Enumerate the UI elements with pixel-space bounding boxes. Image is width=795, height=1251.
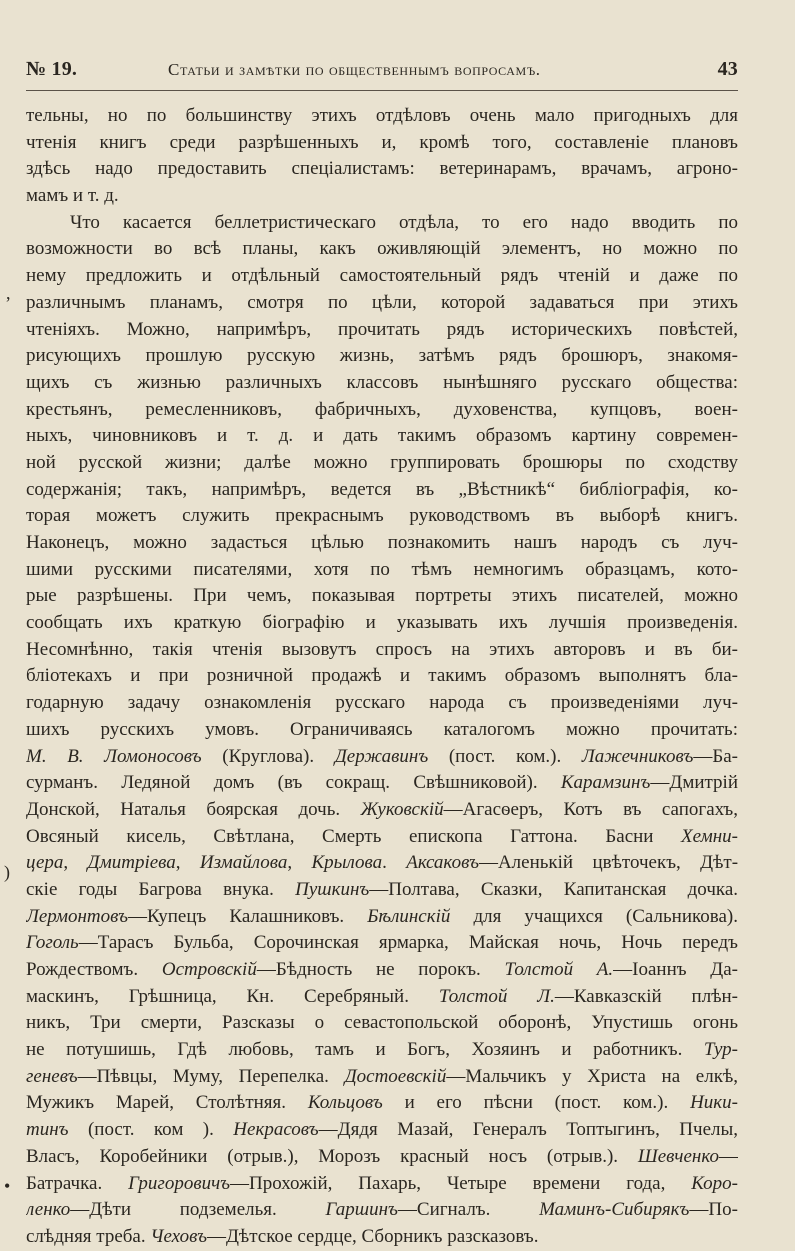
text-run: мамъ и т. д.: [26, 185, 119, 207]
text-line: [26, 1117, 738, 1144]
text-run: —Іоаннъ Да-: [613, 959, 738, 980]
author-name: Бѣлинскій: [367, 905, 451, 927]
text-line: [26, 423, 738, 450]
author-name: Гаршинъ: [325, 1199, 398, 1221]
text-run: рые разрѣшены. При чемъ, показывая портреты этихъ писателей, можно: [26, 585, 738, 607]
author-name: Хемни-: [681, 825, 738, 847]
text-run: различнымъ планамъ, смотря по цѣли, которой задаваться при этихъ: [26, 291, 738, 313]
text-run: —Купецъ Калашниковъ.: [128, 905, 368, 927]
text-run: —Тарасъ Бульба, Сорочинская ярмарка, Майская ночь, Ночь передъ: [78, 932, 738, 954]
author-name: Дмитріева: [87, 852, 176, 874]
text-run: Донской, Наталья боярская дочь.: [26, 798, 361, 820]
author-name: Жуковскій: [360, 798, 444, 820]
text-line: [26, 450, 738, 477]
text-run: чтеніяхъ. Можно, напримѣръ, прочитать рядъ историческихъ повѣстей,: [26, 318, 738, 340]
text-run: маскинъ, Грѣшница, Кн. Серебряный.: [26, 985, 439, 1007]
text-run: ,: [63, 852, 88, 874]
text-line: [26, 130, 738, 157]
text-line: [26, 263, 738, 290]
text-line: [26, 477, 738, 504]
text-line: [26, 317, 738, 344]
text-run: никъ, Три смерти, Разсказы о севастопольской оборонѣ, Упустишь огонь: [26, 1012, 738, 1034]
text-run: —Агасѳеръ, Котъ въ сапогахъ,: [443, 798, 738, 820]
author-name: Достоевскій: [344, 1065, 447, 1087]
text-run: и его пѣсни (пост. ком.).: [382, 1092, 691, 1114]
body-text: [26, 103, 738, 1251]
author-name: Крылова: [311, 852, 383, 874]
text-line: [26, 183, 738, 210]
text-line: [26, 1197, 738, 1224]
text-run: —Ба-: [693, 745, 738, 767]
text-run: чтенія книгъ среди разрѣшенныхъ и, кромѣ того, составленіе плановъ: [26, 131, 738, 153]
author-name: тинъ: [26, 1119, 69, 1141]
text-run: —Дѣтское сердце, Сборникъ разсказовъ.: [206, 1225, 539, 1247]
text-line: [26, 1064, 738, 1091]
text-run: тельны, но по большинству этихъ отдѣловъ очень мало пригодныхъ для: [26, 105, 738, 126]
text-run: нему предложить и отдѣльный самостоятельный рядъ чтеній и даже по: [26, 265, 738, 287]
text-line: [26, 530, 738, 557]
text-run: Что касается беллетристическаго отдѣла, то его надо вводить по: [70, 211, 738, 233]
author-name: Кольцовъ: [307, 1092, 383, 1114]
text-run: содержанія; такъ, напримѣръ, ведется въ „Вѣстникѣ“ библіографія, ко-: [26, 478, 738, 500]
author-name: Коро-: [691, 1172, 738, 1194]
text-run: Мужикъ Марей, Столѣтняя.: [26, 1092, 308, 1114]
author-name: Григоровичъ: [128, 1172, 231, 1194]
author-name: Шевченко: [637, 1145, 719, 1167]
text-line: [26, 1010, 738, 1037]
text-line: [26, 1224, 738, 1251]
text-run: возможности во всѣ планы, какъ оживляющій элементъ, но можно по: [26, 238, 738, 260]
text-run: (пост. ком.).: [428, 745, 582, 767]
text-run: бліотекахъ и при розничной продажѣ и такимъ образомъ выполнятъ бла-: [26, 665, 738, 687]
author-name: Ники-: [690, 1092, 738, 1114]
text-line: [26, 397, 738, 424]
text-line: [26, 1090, 738, 1117]
author-name: Пушкинъ: [295, 878, 370, 900]
text-line: [26, 610, 738, 637]
text-run: сурманъ. Ледяной домъ (въ сокращ. Свѣшниковой).: [26, 772, 561, 794]
section-title: Статьи и замѣтки по общественнымъ вопросамъ.: [168, 60, 541, 79]
text-run: (пост. ком ).: [68, 1119, 234, 1141]
author-name: Измайлова: [199, 852, 288, 874]
text-line: [26, 103, 738, 130]
text-line: [26, 824, 738, 851]
author-name: Гоголь: [26, 932, 79, 954]
text-run: Власъ, Коробейники (отрыв.), Морозъ красный носъ (отрыв.).: [26, 1145, 638, 1167]
text-run: Овсяный кисель, Свѣтлана, Смерть епископа Гаттона. Басни: [26, 825, 682, 847]
text-run: —Кавказскій плѣн-: [554, 985, 738, 1007]
text-run: —Сигналъ.: [397, 1199, 540, 1221]
text-run: годарную задачу ознакомленія русскаго народа съ произведеніями луч-: [26, 692, 738, 714]
text-run: Несомнѣнно, такія чтенія вызовутъ спросъ на этихъ авторовъ и въ би-: [26, 638, 738, 660]
text-line: [26, 1144, 738, 1171]
text-line: [26, 744, 738, 771]
text-run: Батрачка.: [26, 1172, 129, 1194]
text-line: [26, 210, 738, 237]
running-header: [26, 58, 738, 86]
text-run: —Прохожій, Пахарь, Четыре времени года,: [230, 1172, 692, 1194]
header-rule: [26, 90, 738, 91]
author-name: Толстой А.: [504, 959, 614, 980]
text-run: (Круглова).: [201, 745, 335, 767]
text-run: —Бѣдность не порокъ.: [256, 959, 505, 980]
text-run: скіе годы Багрова внука.: [26, 878, 296, 900]
margin-dot-mark: •: [4, 1176, 11, 1196]
text-run: —По-: [689, 1199, 738, 1221]
text-line: [26, 663, 738, 690]
text-run: не потушишь, Гдѣ любовь, тамъ и Богъ, Хозяинъ и работникъ.: [26, 1039, 704, 1061]
author-name: Некрасовъ: [233, 1119, 319, 1141]
text-run: —Дядя Мазай, Генералъ Топтыгинъ, Пчелы,: [318, 1119, 738, 1141]
text-line: [26, 770, 738, 797]
author-name: Чеховъ: [150, 1225, 207, 1247]
text-run: щихъ съ жизнью различныхъ классовъ нынѣшняго русскаго общества:: [26, 371, 738, 393]
text-run: рисующихъ прошлую русскую жизнь, затѣмъ рядъ брошюръ, знакомя-: [26, 345, 738, 367]
text-line: [26, 904, 738, 931]
text-run: шихъ русскихъ умовъ. Ограничиваясь каталогомъ можно прочитать:: [26, 718, 738, 740]
text-line: [26, 156, 738, 183]
text-run: —Аленькій цвѣточекъ, Дѣт-: [478, 852, 738, 874]
text-line: [26, 370, 738, 397]
text-line: [26, 930, 738, 957]
text-run: для учащихся (Сальникова).: [450, 905, 738, 927]
text-run: слѣдняя треба.: [26, 1225, 151, 1247]
text-line: [26, 690, 738, 717]
author-name: Островскій: [161, 959, 257, 980]
author-name: Лажечниковъ: [581, 745, 694, 767]
issue-number: № 19.: [26, 58, 78, 80]
text-line: [26, 877, 738, 904]
text-run: крестьянъ, ремесленниковъ, фабричныхъ, духовенства, купцовъ, воен-: [26, 398, 738, 420]
text-run: ной русской жизни; далѣе можно группировать брошюры по сходству: [26, 451, 738, 473]
text-line: [26, 236, 738, 263]
text-line: [26, 797, 738, 824]
text-line: [26, 290, 738, 317]
text-line: [26, 717, 738, 744]
author-name: Лермонтовъ: [26, 905, 128, 927]
text-line: [26, 637, 738, 664]
text-line: [26, 984, 738, 1011]
text-line: [26, 557, 738, 584]
text-run: ныхъ, чиновниковъ и т. д. и дать такимъ образомъ картину современ-: [26, 425, 738, 447]
text-run: сообщать ихъ краткую біографію и указывать ихъ лучшія произведенія.: [26, 612, 738, 634]
text-run: шими русскими писателями, хотя по тѣмъ немногимъ образцамъ, кото-: [26, 558, 738, 580]
author-name: Маминъ-Сибирякъ: [539, 1199, 690, 1221]
text-run: —: [719, 1145, 738, 1167]
text-run: —Дѣти подземелья.: [70, 1199, 326, 1221]
page-number: 43: [717, 58, 738, 80]
text-run: ,: [175, 852, 200, 874]
author-name: цера: [26, 852, 64, 874]
margin-bracket-mark: ): [4, 862, 10, 882]
author-name: Карамзинъ: [560, 772, 651, 794]
author-name: Толстой Л.: [438, 985, 555, 1007]
text-run: .: [382, 852, 407, 874]
text-line: [26, 1037, 738, 1064]
text-line: [26, 503, 738, 530]
text-run: —Пѣвцы, Муму, Перепелка.: [77, 1065, 345, 1087]
text-run: —Мальчикъ у Христа на елкѣ,: [446, 1065, 738, 1087]
text-run: Наконецъ, можно задасться цѣлью познакомить нашъ народъ съ луч-: [26, 532, 738, 553]
author-name: Аксаковъ: [406, 852, 479, 874]
text-line: [26, 850, 738, 877]
text-run: —Полтава, Сказки, Капитанская дочка.: [369, 878, 738, 900]
text-line: [26, 343, 738, 370]
author-name: ленко: [26, 1199, 71, 1221]
text-run: здѣсь надо предоставить спеціалистамъ: ветеринарамъ, врачамъ, агроно-: [26, 158, 738, 180]
text-line: [26, 957, 738, 984]
text-run: —Дмитрій: [650, 772, 738, 794]
author-name: геневъ: [26, 1065, 78, 1087]
text-line: [26, 583, 738, 610]
text-run: Рождествомъ.: [26, 959, 162, 980]
margin-tick-mark: ,: [6, 283, 11, 303]
author-name: М. В. Ломоносовъ: [26, 745, 202, 767]
text-line: [26, 1171, 738, 1198]
text-run: торая можетъ служить прекраснымъ руководствомъ въ выборѣ книгъ.: [26, 505, 738, 527]
author-name: Тур-: [703, 1039, 738, 1061]
text-run: ,: [287, 852, 312, 874]
author-name: Державинъ: [334, 745, 429, 767]
